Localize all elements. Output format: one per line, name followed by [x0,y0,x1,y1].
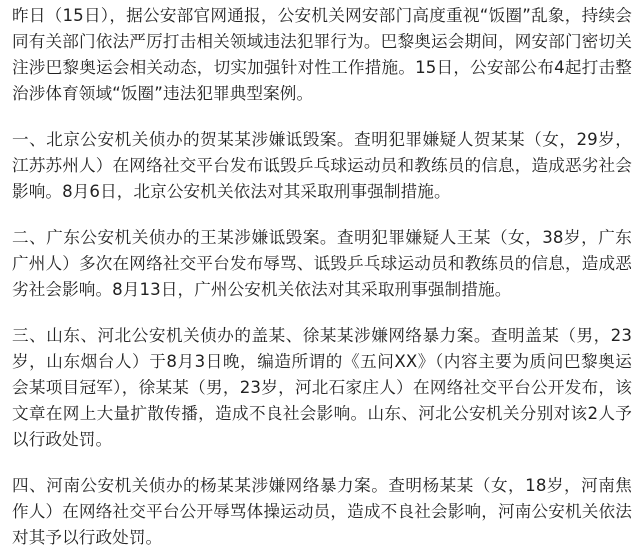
paragraph-spacer [0,205,640,225]
case-paragraph-1: 一、北京公安机关侦办的贺某某涉嫌诋毁案。查明犯罪嫌疑人贺某某（女，29岁，江苏苏州人）在网络社交平台发布诋毁乒乓球运动员和教练员的信息，造成恶劣社会影响。8月6日，北京公安机关依法对其采取刑事强制措施。 [12,130,632,201]
paragraph-spacer [0,303,640,323]
paragraph-spacer [0,453,640,473]
paragraph-spacer [0,107,640,127]
case-paragraph-4: 四、河南公安机关侦办的杨某某涉嫌网络暴力案。查明杨某某（女，18岁，河南焦作人）在网络社交平台公开辱骂体操运动员，造成不良社会影响，河南公安机关依法对其予以行政处罚。 [12,476,632,547]
case-paragraph-3: 三、山东、河北公安机关侦办的盖某、徐某某涉嫌网络暴力案。查明盖某（男，23岁，山东烟台人）于8月3日晚，编造所谓的《五问XX》（内容主要为质问巴黎奥运会某项目冠军），徐某某（男，23岁，河北石家庄人）在网络社交平台公开发布，该文章在网上大量扩散传播，造成不良社会影响。山东、河北公安机关分别对该2人予以行政处罚。 [12,326,632,449]
case-paragraph-2: 二、广东公安机关侦办的王某涉嫌诋毁案。查明犯罪嫌疑人王某（女，38岁，广东广州人）多次在网络社交平台发布辱骂、诋毁乒乓球运动员和教练员的信息，造成恶劣社会影响。8月13日，广州公安机关依法对其采取刑事强制措施。 [12,228,632,299]
intro-paragraph: 昨日（15日），据公安部官网通报，公安机关网安部门高度重视“饭圈”乱象，持续会同有关部门依法严厉打击相关领域违法犯罪行为。巴黎奥运会期间，网安部门密切关注涉巴黎奥运会相关动态，切实加强针对性工作措施。15日，公安部公布4起打击整治涉体育领域“饭圈”违法犯罪典型案例。 [12,6,632,103]
